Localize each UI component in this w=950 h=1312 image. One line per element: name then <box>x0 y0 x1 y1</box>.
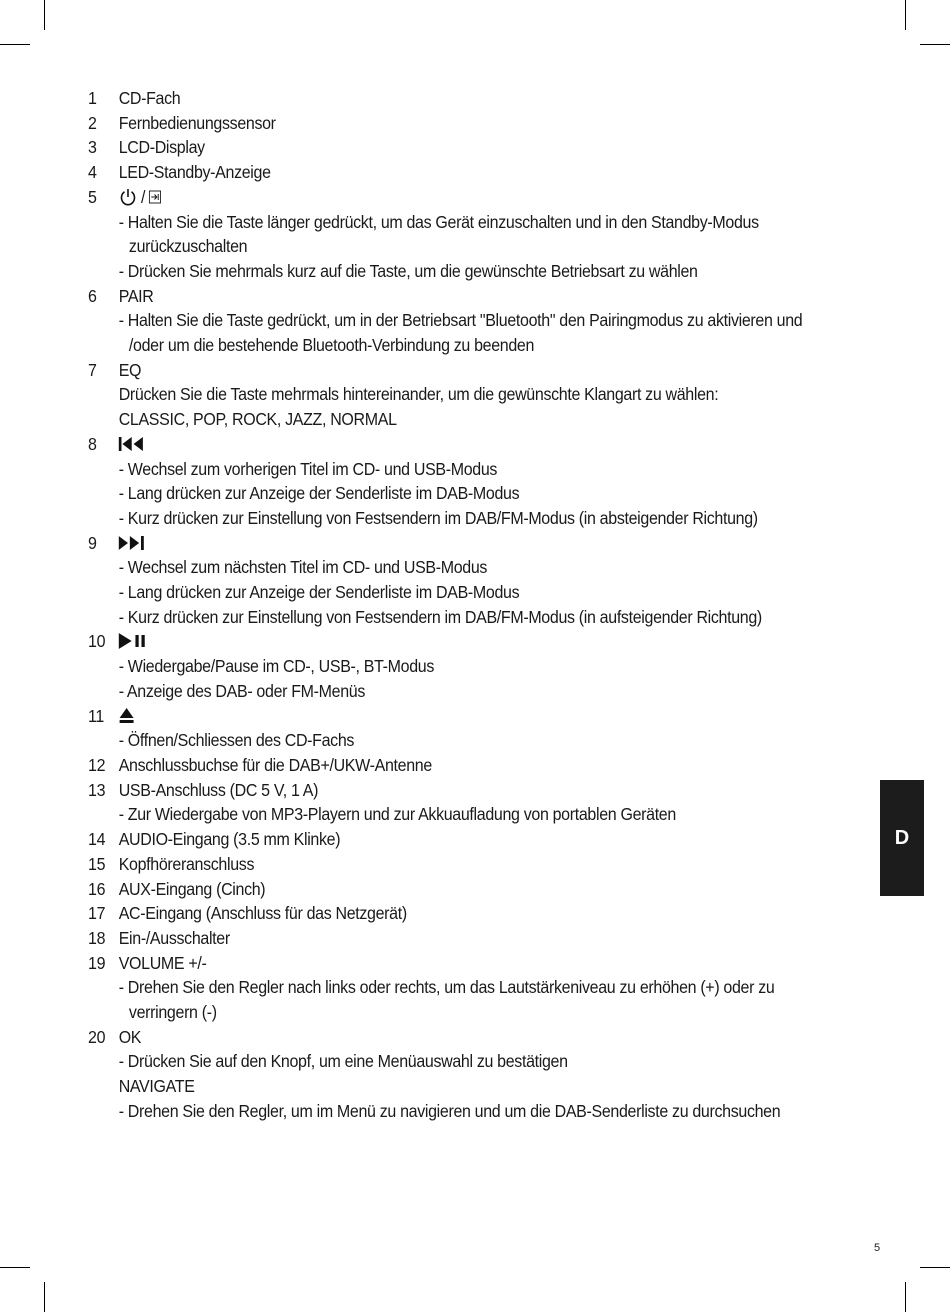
icon-separator: / <box>141 186 146 207</box>
list-item <box>88 753 813 778</box>
item-number: 5 <box>88 186 97 207</box>
item-description: - Öffnen/Schliessen des CD-Fachs <box>118 730 355 751</box>
item-content <box>119 951 814 1025</box>
item-description: - Drehen Sie den Regler nach links oder rechts, um das Lautstärkeniveau zu erhöhen (+) oder zu verringern (-) <box>118 977 775 1023</box>
list-item <box>88 531 813 630</box>
item-label: AC-Eingang (Anschluss für das Netzgerät) <box>118 903 407 924</box>
item-number: 10 <box>88 631 106 652</box>
item-content <box>119 753 814 778</box>
item-content <box>119 901 814 926</box>
item-content <box>119 827 814 852</box>
crop-mark <box>0 44 30 45</box>
item-label: EQ <box>118 359 142 380</box>
item-label: LED-Standby-Anzeige <box>118 162 271 183</box>
item-label: CLASSIC, POP, ROCK, JAZZ, NORMAL <box>118 409 397 430</box>
item-content <box>119 185 814 284</box>
item-description: - Drücken Sie auf den Knopf, um eine Menüauswahl zu bestätigen <box>118 1051 568 1072</box>
language-tab-label: D <box>894 826 910 849</box>
item-number: 20 <box>88 1026 106 1047</box>
item-number: 15 <box>88 853 106 874</box>
item-label: Fernbedienungssensor <box>118 112 276 133</box>
list-item <box>88 951 813 1025</box>
item-content <box>119 358 814 432</box>
list-item <box>88 86 813 111</box>
list-item <box>88 852 813 877</box>
skip-previous-icon <box>119 432 814 457</box>
item-description: - Wechsel zum nächsten Titel im CD- und USB-Modus <box>118 557 488 578</box>
item-content <box>119 160 814 185</box>
item-content <box>119 1025 814 1124</box>
item-number: 11 <box>88 705 104 726</box>
item-number: 19 <box>88 952 106 973</box>
item-description: - Drücken Sie mehrmals kurz auf die Taste, um die gewünschte Betriebsart zu wählen <box>118 260 698 281</box>
item-description: - Drehen Sie den Regler, um im Menü zu navigieren und um die DAB-Senderliste zu durchsuchen <box>118 1100 781 1121</box>
list-item <box>88 185 813 284</box>
item-description: - Wechsel zum vorherigen Titel im CD- und USB-Modus <box>118 458 498 479</box>
item-number: 3 <box>88 137 97 158</box>
list-item <box>88 877 813 902</box>
item-content <box>119 852 814 877</box>
item-number: 14 <box>88 829 106 850</box>
item-description: - Wiedergabe/Pause im CD-, USB-, BT-Modus <box>118 656 435 677</box>
item-number: 4 <box>88 162 97 183</box>
item-content <box>119 284 814 358</box>
item-number: 16 <box>88 878 106 899</box>
power-mode-icon <box>119 185 814 210</box>
item-number: 7 <box>88 359 97 380</box>
item-description: - Anzeige des DAB- oder FM-Menüs <box>118 680 366 701</box>
page-number: 5 <box>874 1242 881 1254</box>
crop-mark <box>920 44 950 45</box>
item-description: - Lang drücken zur Anzeige der Senderliste im DAB-Modus <box>118 483 520 504</box>
item-content <box>119 531 814 630</box>
item-content <box>119 86 814 111</box>
item-label: NAVIGATE <box>118 1076 195 1097</box>
item-label: Kopfhöreranschluss <box>118 853 255 874</box>
item-description: - Kurz drücken zur Einstellung von Festsendern im DAB/FM-Modus (in absteigender Richtung) <box>118 507 758 528</box>
item-content <box>119 704 814 753</box>
item-label: VOLUME +/- <box>118 952 207 973</box>
eject-icon <box>119 704 814 729</box>
language-tab <box>880 780 924 896</box>
item-number: 18 <box>88 927 106 948</box>
list-item <box>88 432 813 531</box>
item-label: Drücken Sie die Taste mehrmals hintereinander, um die gewünschte Klangart zu wählen: <box>118 384 719 405</box>
item-label: LCD-Display <box>118 137 205 158</box>
item-number: 12 <box>88 754 106 775</box>
item-content <box>119 432 814 531</box>
crop-mark <box>44 0 45 30</box>
item-number: 9 <box>88 532 97 553</box>
item-content <box>119 778 814 827</box>
item-label: AUDIO-Eingang (3.5 mm Klinke) <box>118 829 341 850</box>
crop-mark <box>905 1282 906 1312</box>
list-item <box>88 827 813 852</box>
item-label: PAIR <box>118 285 154 306</box>
item-label: CD-Fach <box>118 88 181 108</box>
item-label: AUX-Eingang (Cinch) <box>118 878 266 899</box>
item-content <box>119 135 814 160</box>
item-number: 1 <box>88 88 97 108</box>
list-item <box>88 284 813 358</box>
item-content <box>119 926 814 951</box>
item-label: Anschlussbuchse für die DAB+/UKW-Antenne <box>118 754 432 775</box>
list-item <box>88 778 813 827</box>
list-item <box>88 926 813 951</box>
controls-list <box>88 86 813 1124</box>
item-description: - Halten Sie die Taste länger gedrückt, um das Gerät einzuschalten und in den Standby-Modus zurückzuschalten <box>118 211 759 257</box>
item-number: 17 <box>88 903 106 924</box>
item-description: - Halten Sie die Taste gedrückt, um in der Betriebsart "Bluetooth" den Pairingmodus zu aktivieren und /oder um die bestehende Bluetooth-Verbindung zu beenden <box>118 310 803 356</box>
item-number: 8 <box>88 433 97 454</box>
list-item <box>88 901 813 926</box>
list-item <box>88 629 813 703</box>
list-item <box>88 160 813 185</box>
item-number: 13 <box>88 779 106 800</box>
item-content <box>119 877 814 902</box>
item-content <box>119 111 814 136</box>
crop-mark <box>905 0 906 30</box>
list-item <box>88 111 813 136</box>
play-pause-icon <box>119 629 814 654</box>
list-item <box>88 704 813 753</box>
crop-mark <box>920 1267 950 1268</box>
item-label: Ein-/Ausschalter <box>118 927 230 948</box>
item-number: 2 <box>88 112 97 133</box>
skip-next-icon <box>119 531 814 556</box>
crop-mark <box>44 1282 45 1312</box>
item-number: 6 <box>88 285 97 306</box>
list-item <box>88 1025 813 1124</box>
item-description: - Kurz drücken zur Einstellung von Festsendern im DAB/FM-Modus (in aufsteigender Richtung) <box>118 606 762 627</box>
item-content <box>119 629 814 703</box>
list-item <box>88 135 813 160</box>
item-description: - Zur Wiedergabe von MP3-Playern und zur Akkuaufladung von portablen Geräten <box>118 804 676 825</box>
crop-mark <box>0 1267 30 1268</box>
item-label: OK <box>118 1026 142 1047</box>
item-description: - Lang drücken zur Anzeige der Senderliste im DAB-Modus <box>118 582 520 603</box>
list-item <box>88 358 813 432</box>
item-label: USB-Anschluss (DC 5 V, 1 A) <box>118 779 319 800</box>
